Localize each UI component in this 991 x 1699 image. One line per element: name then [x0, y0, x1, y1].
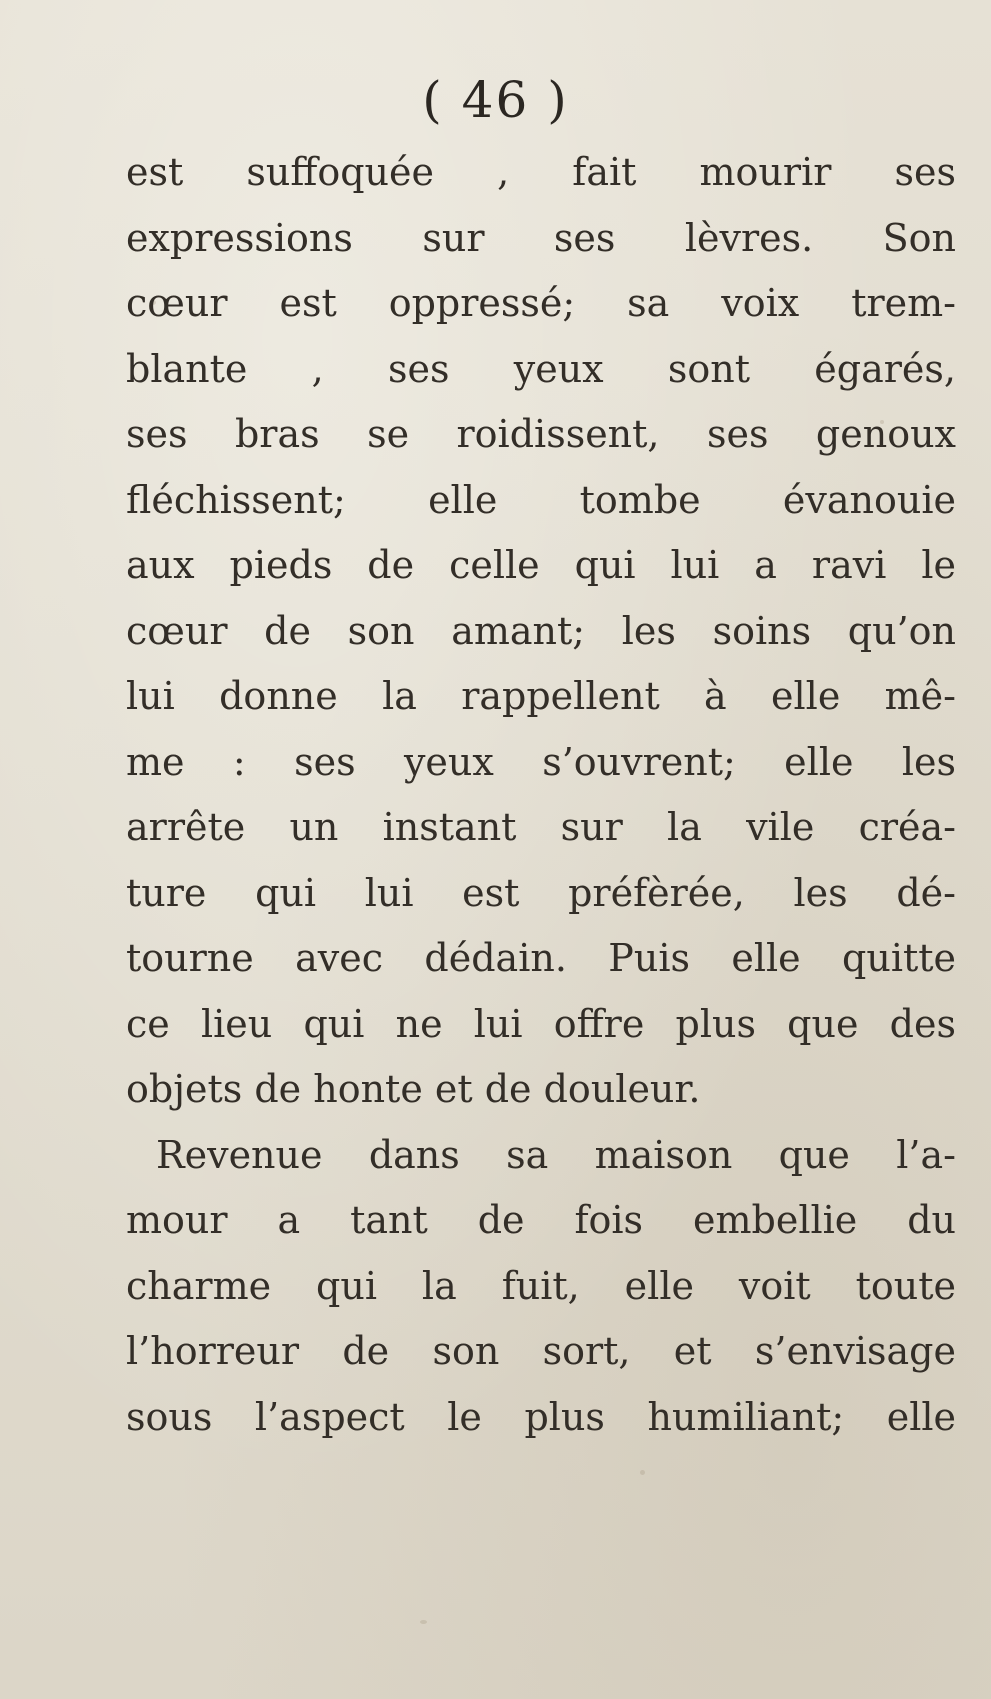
text-line: ture qui lui est préfèrée, les dé-	[126, 870, 956, 915]
body-text	[126, 140, 956, 1450]
text-line: tourne avec dédain. Puis elle quitte	[126, 936, 956, 980]
text-line: charme qui la fuit, elle voit toute	[126, 1263, 956, 1308]
text-line: me : ses yeux s’ouvrent; elle les	[126, 739, 956, 784]
text-line: arrête un instant sur la vile créa-	[126, 805, 956, 849]
paper-stain	[640, 1470, 645, 1475]
text-line: fléchissent; elle tombe évanouie	[126, 477, 956, 522]
text-line: objets de honte et de douleur.	[126, 1067, 701, 1111]
text-line: ce lieu qui ne lui offre plus que des	[126, 1001, 956, 1046]
text-line: expressions sur ses lèvres. Son	[126, 215, 956, 260]
text-line: lui donne la rappellent à elle mê-	[126, 674, 956, 718]
text-line: cœur de son amant; les soins qu’on	[126, 608, 956, 653]
text-line: cœur est oppressé; sa voix trem-	[126, 281, 956, 325]
text-line: ses bras se roidissent, ses genoux	[126, 412, 956, 456]
text-line: aux pieds de celle qui lui a ravi le	[126, 543, 956, 587]
page-number: ( 46 )	[422, 71, 569, 129]
paper-stain	[420, 1620, 427, 1624]
text-line: mour a tant de fois embellie du	[126, 1198, 956, 1242]
paragraph-start-line: Revenue dans sa maison que l’a-	[156, 1132, 956, 1177]
text-line: l’horreur de son sort, et s’envisage	[126, 1329, 956, 1373]
text-line: sous l’aspect le plus humiliant; elle	[126, 1394, 956, 1439]
text-line: blante , ses yeux sont égarés,	[126, 346, 956, 391]
text-line: est suffoquée , fait mourir ses	[126, 150, 956, 194]
